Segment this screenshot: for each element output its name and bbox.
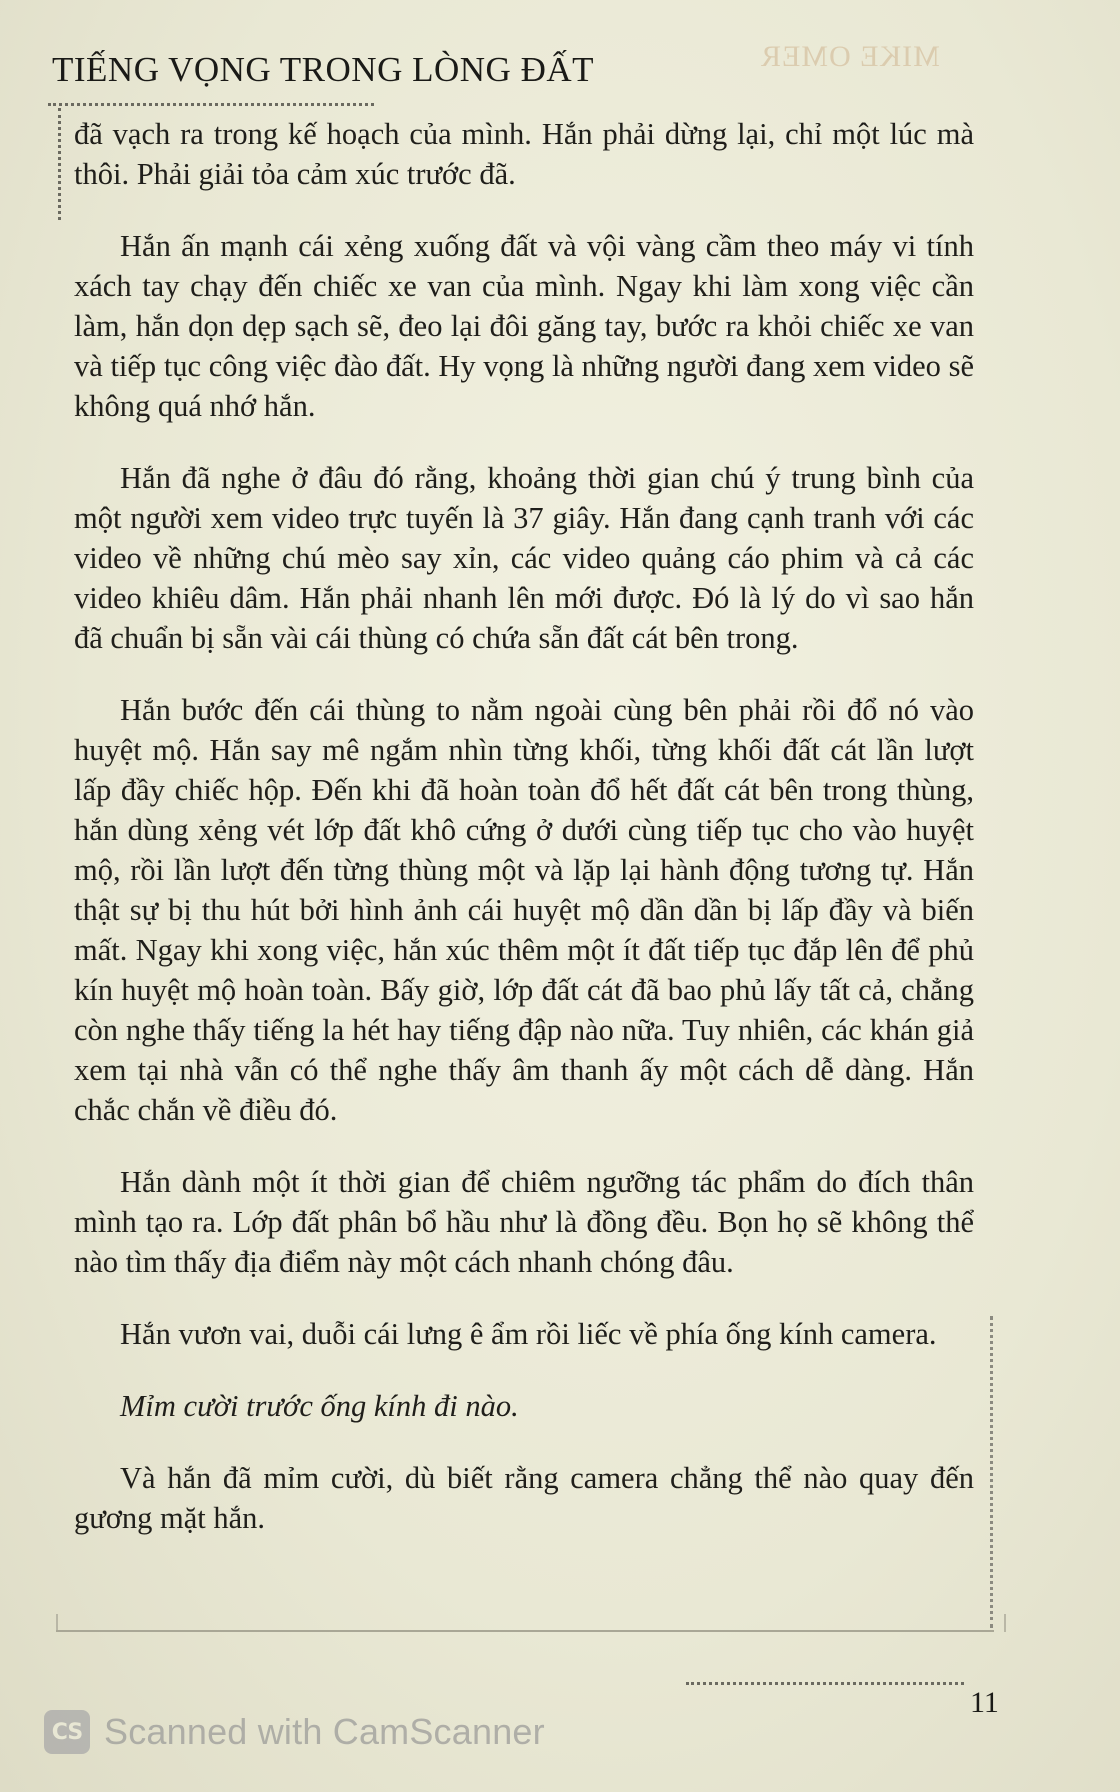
page-number: 11 (970, 1686, 999, 1719)
footer-dotted-rule (686, 1682, 964, 1685)
bottom-frame-line (56, 1630, 994, 1632)
italic-thought: Mỉm cười trước ống kính đi nào. (120, 1389, 519, 1423)
right-dotted-rule (990, 1316, 993, 1628)
bleed-through-text: MIKE OMER (760, 40, 940, 73)
paragraph: Hắn ấn mạnh cái xẻng xuống đất và vội vàng cầm theo máy vi tính xách tay chạy đến chiếc xe van của mình. Ngay khi làm xong việc cần làm, hắn dọn dẹp sạch sẽ, đeo lại đôi găng tay, bước ra khỏi chiếc xe van và tiếp tục công việc đào đất. Hy vọng là những người đang xem video sẽ không quá nhớ hắn. (74, 229, 974, 423)
paragraph: Hắn vươn vai, duỗi cái lưng ê ẩm rồi liếc về phía ống kính camera. (120, 1317, 937, 1351)
body-text (74, 114, 974, 1570)
camscanner-watermark (44, 1706, 545, 1758)
paragraph: Hắn đã nghe ở đâu đó rằng, khoảng thời gian chú ý trung bình của một người xem video trực tuyến là 37 giây. Hắn đang cạnh tranh với các video về những chú mèo say xỉn, các video quảng cáo phim và cả các video khiêu dâm. Hắn phải nhanh lên mới được. Đó là lý do vì sao hắn đã chuẩn bị sẵn vài cái thùng có chứa sẵn đất cát bên trong. (74, 461, 974, 655)
paragraph: Hắn bước đến cái thùng to nằm ngoài cùng bên phải rồi đổ nó vào huyệt mộ. Hắn say mê ngắm nhìn từng khối, từng khối đất cát lần lượt lấp đầy chiếc hộp. Đến khi đã hoàn toàn đổ hết đất cát bên trong thùng, hắn dùng xẻng vét lớp đất khô cứng ở dưới cùng tiếp tục cho vào huyệt mộ, rồi lần lượt đến từng thùng một và lặp lại hành động tương tự. Hắn thật sự bị thu hút bởi hình ảnh cái huyệt mộ dần dần bị lấp đầy và biến mất. Ngay khi xong việc, hắn xúc thêm một ít đất tiếp tục đắp lên để phủ kín huyệt mộ hoàn toàn. Bấy giờ, lớp đất cát đã bao phủ lấy tất cả, chẳng còn nghe thấy tiếng la hét hay tiếng đập nào nữa. Tuy nhiên, các khán giả xem tại nhà vẫn có thể nghe thấy âm thanh ấy một cách dễ dàng. Hắn chắc chắn về điều đó. (74, 693, 974, 1127)
paragraph: Hắn dành một ít thời gian để chiêm ngưỡng tác phẩm do đích thân mình tạo ra. Lớp đất phân bổ hầu như là đồng đều. Bọn họ sẽ không thể nào tìm thấy địa điểm này một cách nhanh chóng đâu. (74, 1165, 974, 1279)
paragraph: đã vạch ra trong kế hoạch của mình. Hắn phải dừng lại, chỉ một lúc mà thôi. Phải giải tỏa cảm xúc trước đã. (74, 117, 974, 191)
watermark-text: Scanned with CamScanner (104, 1711, 545, 1752)
paragraph: Và hắn đã mỉm cười, dù biết rằng camera chẳng thể nào quay đến gương mặt hắn. (74, 1461, 974, 1535)
running-title: TIẾNG VỌNG TRONG LÒNG ĐẤT (52, 50, 594, 89)
header-dotted-rule (48, 103, 374, 106)
camscanner-logo-icon: CS (44, 1710, 90, 1754)
left-dotted-rule (58, 108, 61, 220)
